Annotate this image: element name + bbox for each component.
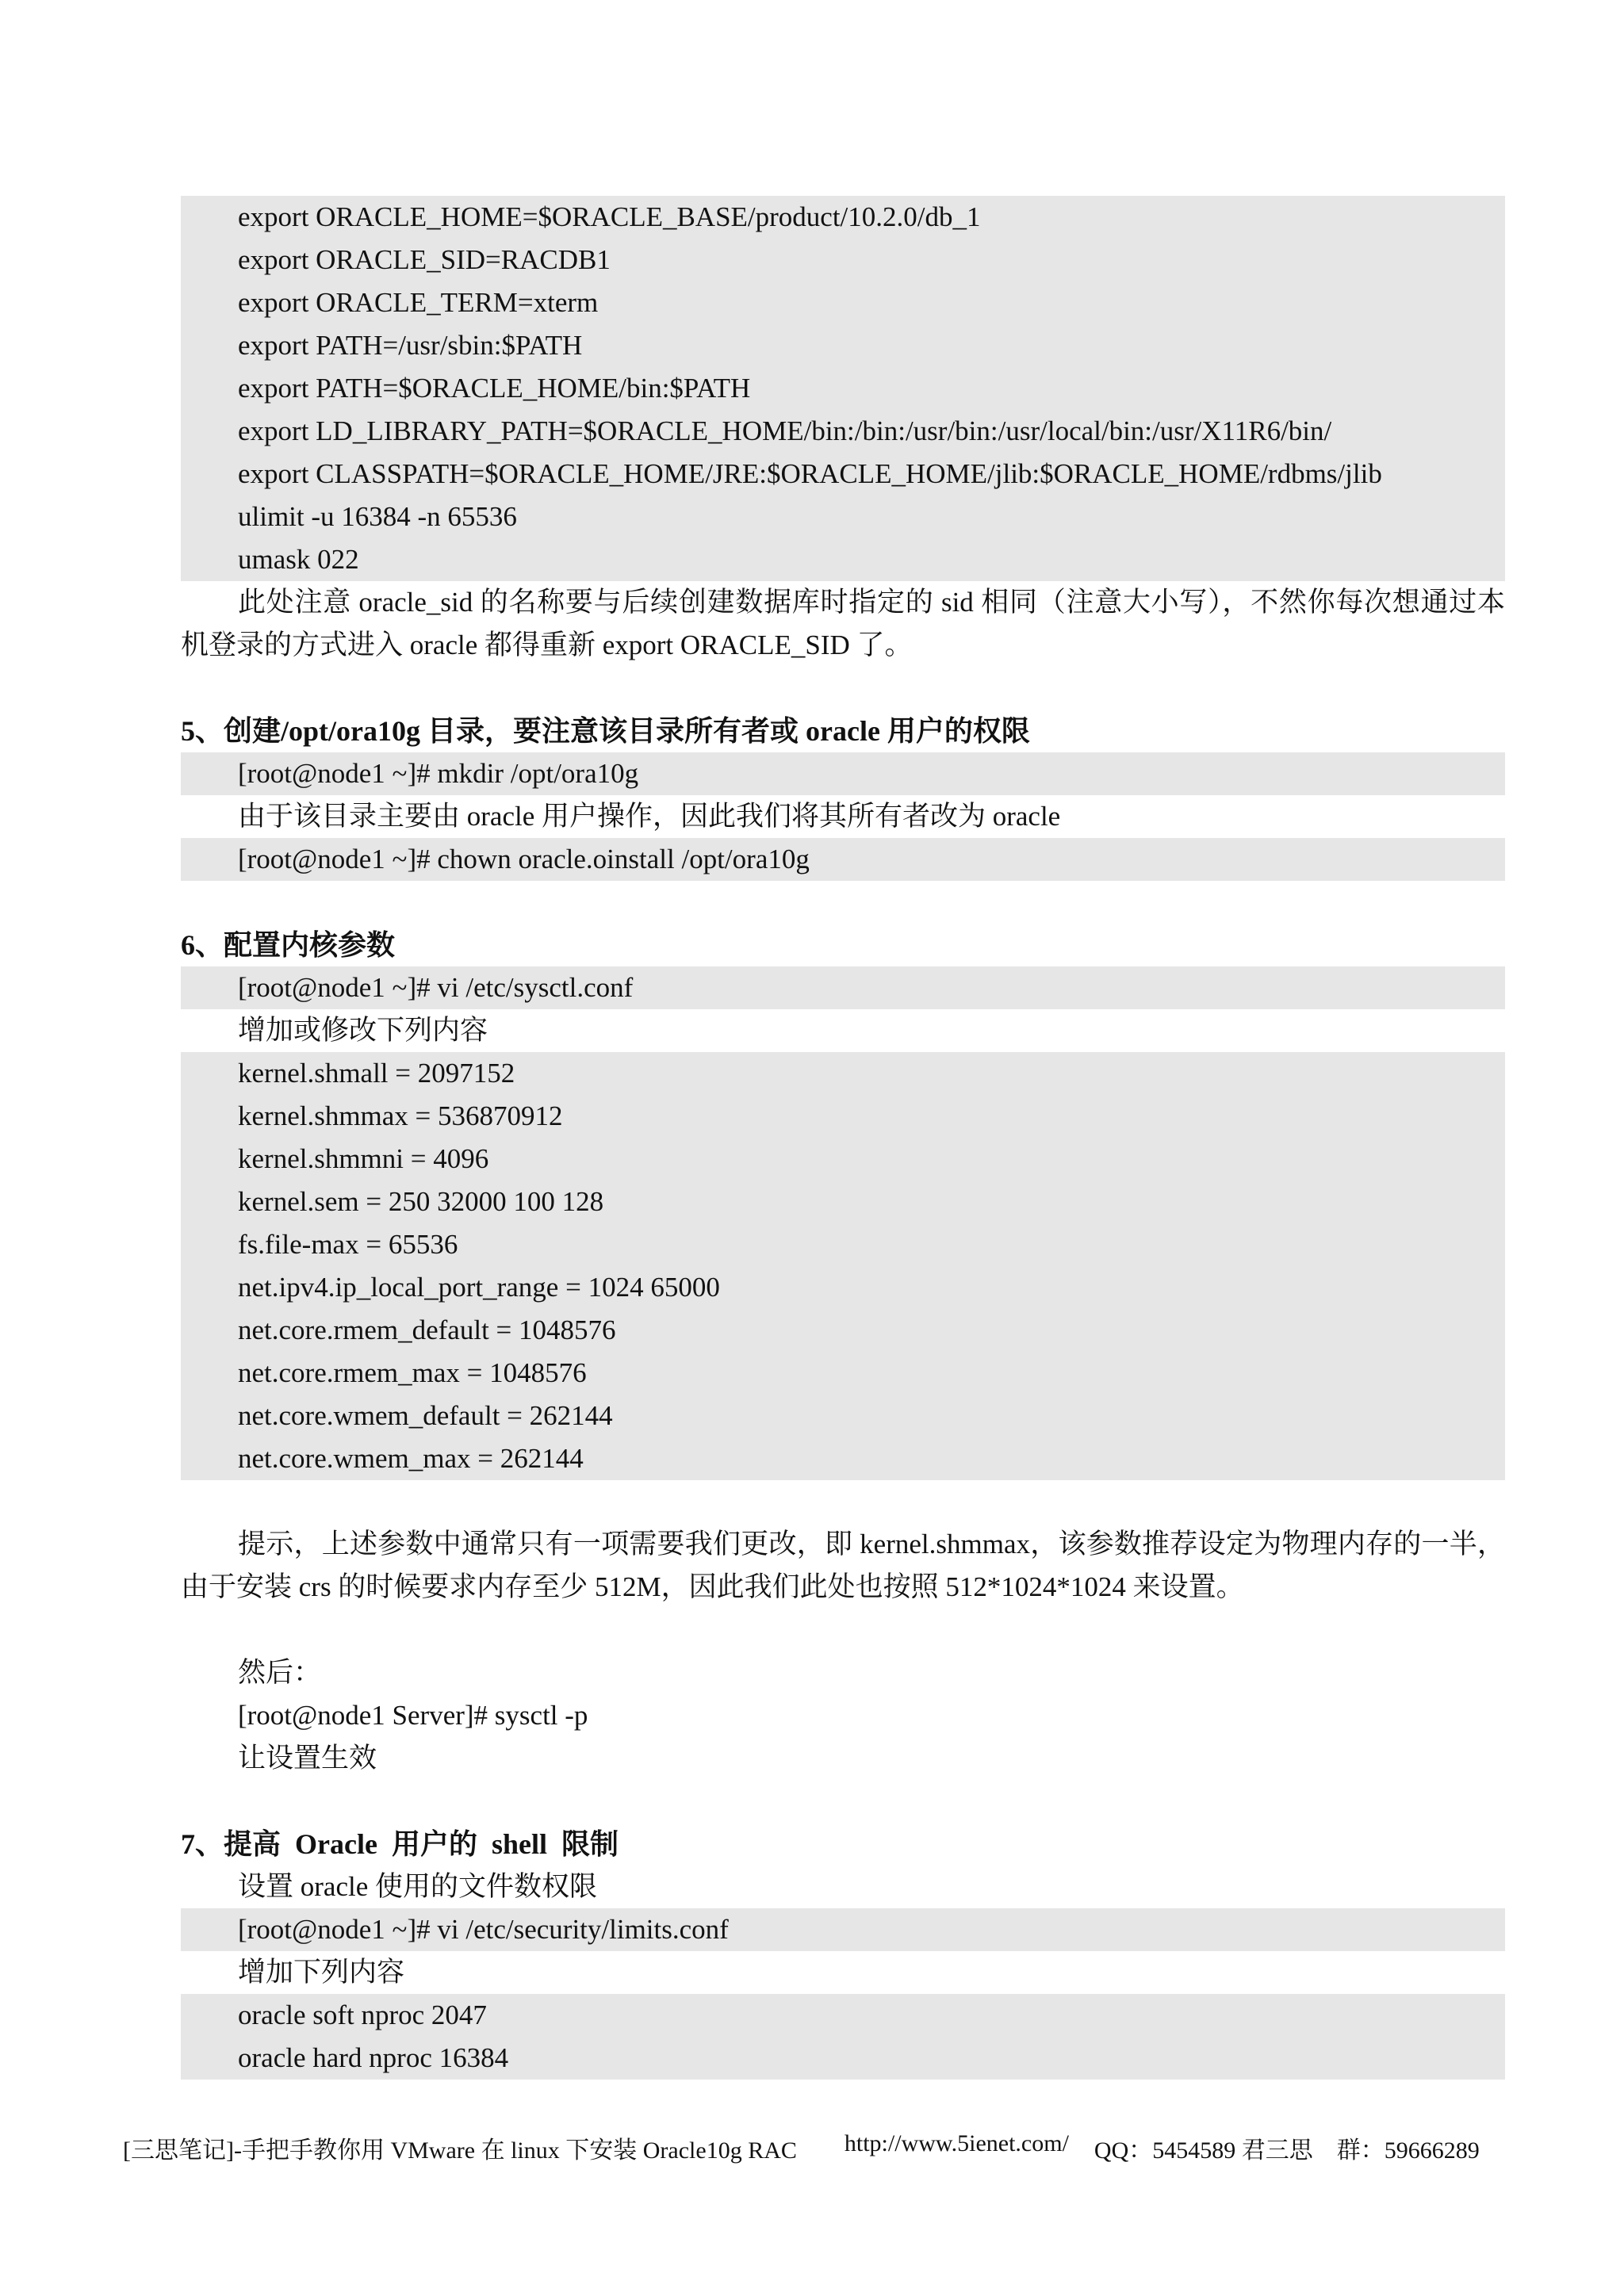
add-limits-note: 增加下列内容 xyxy=(238,1957,405,1988)
param-line: net.ipv4.ip_local_port_range = 1024 65000 xyxy=(238,1272,720,1303)
apply-note: 让设置生效 xyxy=(238,1743,377,1774)
param-line: kernel.shmmax = 536870912 xyxy=(238,1100,563,1131)
then-label: 然后： xyxy=(238,1657,322,1688)
param-line: kernel.sem = 250 32000 100 128 xyxy=(238,1186,604,1217)
sid-note-paragraph: 此处注意 oracle_sid 的名称要与后续创建数据库时指定的 sid 相同（注意大小写），不然你每次想通过本机登录的方式进入 oracle 都得重新 export ORACLE_SID 了。 xyxy=(181,587,1505,660)
limits-block xyxy=(181,1994,1505,2080)
code-line: export PATH=/usr/sbin:$PATH xyxy=(238,330,583,361)
sysctl-command: [root@node1 Server]# sysctl -p xyxy=(238,1700,588,1731)
section-5-heading: 5、创建/opt/ora10g 目录，要注意该目录所有者或 oracle 用户的权限 xyxy=(181,715,1030,747)
env-code-block xyxy=(181,196,1505,581)
section-7-heading: 7、提高 Oracle 用户的 shell 限制 xyxy=(181,1828,619,1860)
code-line: ulimit -u 16384 -n 65536 xyxy=(238,501,517,532)
param-line: net.core.rmem_max = 1048576 xyxy=(238,1357,587,1388)
limits-line: oracle soft nproc 2047 xyxy=(238,1999,487,2030)
code-line: export ORACLE_HOME=$ORACLE_BASE/product/10.2.0/db_1 xyxy=(238,201,981,232)
code-line: export ORACLE_SID=RACDB1 xyxy=(238,244,611,275)
footer-url: http://www.5ienet.com/ xyxy=(844,2130,1069,2156)
section-6-heading: 6、配置内核参数 xyxy=(181,929,396,961)
code-line: export PATH=$ORACLE_HOME/bin:$PATH xyxy=(238,373,751,404)
code-line: export CLASSPATH=$ORACLE_HOME/JRE:$ORACLE_HOME/jlib:$ORACLE_HOME/rdbms/jlib xyxy=(238,458,1382,489)
page-footer xyxy=(123,2130,1507,2165)
param-line: net.core.wmem_default = 262144 xyxy=(238,1400,613,1431)
shmmax-tip-paragraph: 提示，上述参数中通常只有一项需要我们更改，即 kernel.shmmax，该参数推荐设定为物理内存的一半，由于安装 crs 的时候要求内存至少 512M，因此我们此处也按照 512*1024*1024 来设置。 xyxy=(181,1529,1505,1602)
vi-sysctl-command: [root@node1 ~]# vi /etc/sysctl.conf xyxy=(181,966,1505,1009)
chown-command: [root@node1 ~]# chown oracle.oinstall /opt/ora10g xyxy=(181,838,1505,881)
param-line: kernel.shmmni = 4096 xyxy=(238,1143,489,1174)
limits-line: oracle hard nproc 16384 xyxy=(238,2042,509,2073)
footer-group: 群：59666289 xyxy=(1336,2137,1480,2164)
code-line: umask 022 xyxy=(238,544,359,575)
kernel-params-block xyxy=(181,1052,1505,1480)
code-line: export ORACLE_TERM=xterm xyxy=(238,287,599,318)
add-params-note: 增加或修改下列内容 xyxy=(238,1015,488,1046)
file-limit-note: 设置 oracle 使用的文件数权限 xyxy=(238,1871,597,1902)
document-body xyxy=(181,196,1505,2080)
param-line: net.core.rmem_default = 1048576 xyxy=(238,1314,616,1345)
param-line: net.core.wmem_max = 262144 xyxy=(238,1443,584,1474)
param-line: kernel.shmall = 2097152 xyxy=(238,1058,515,1089)
param-line: fs.file-max = 65536 xyxy=(238,1229,458,1260)
owner-note: 由于该目录主要由 oracle 用户操作，因此我们将其所有者改为 oracle xyxy=(238,801,1061,832)
footer-qq: QQ：5454589 君三思 xyxy=(1094,2137,1313,2164)
code-line: export LD_LIBRARY_PATH=$ORACLE_HOME/bin:/bin:/usr/bin:/usr/local/bin:/usr/X11R6/bin/ xyxy=(238,415,1332,446)
mkdir-command: [root@node1 ~]# mkdir /opt/ora10g xyxy=(181,752,1505,795)
footer-title: [三思笔记]-手把手教你用 VMware 在 linux 下安装 Oracle10g RAC xyxy=(123,2137,797,2164)
vi-limits-command: [root@node1 ~]# vi /etc/security/limits.conf xyxy=(181,1908,1505,1951)
